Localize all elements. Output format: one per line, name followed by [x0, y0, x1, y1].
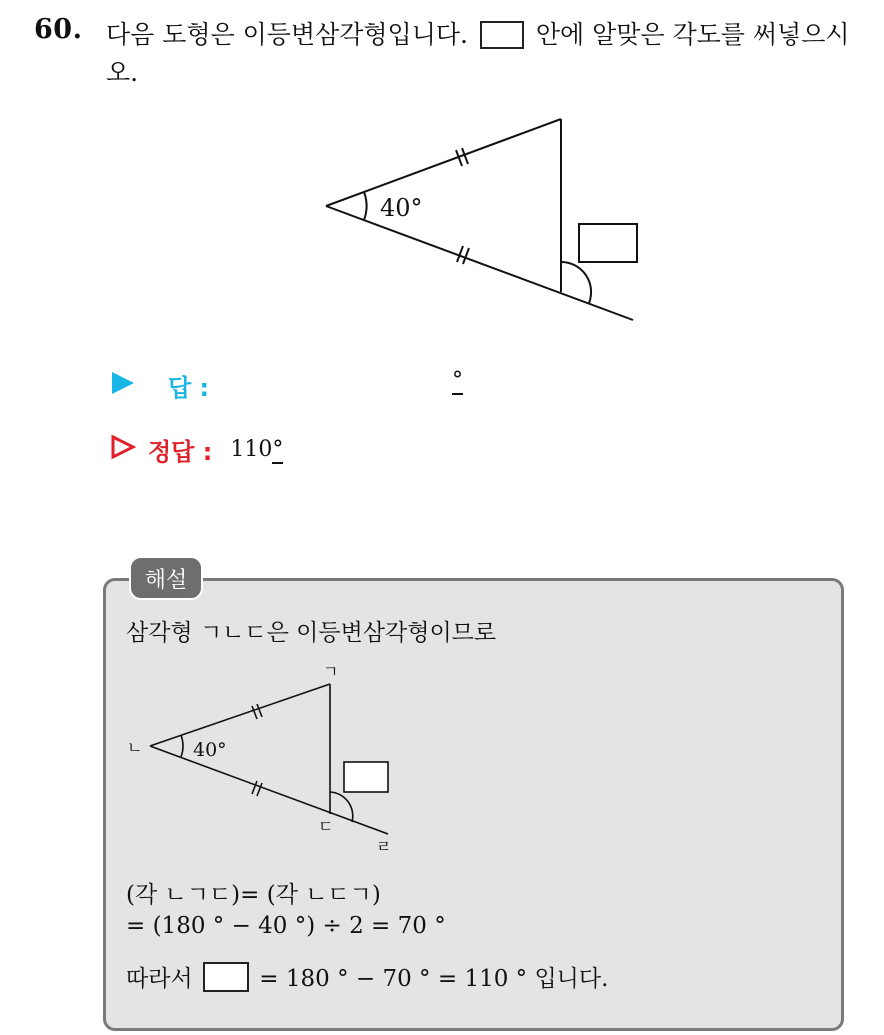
- tick-mark: [462, 148, 468, 164]
- explanation-line1: 삼각형 ㄱㄴㄷ은 이등변삼각형이므로: [126, 620, 497, 646]
- exterior-angle-arc: [561, 262, 591, 303]
- exp-angle-label: 40°: [193, 739, 227, 761]
- correct-label: 정답 :: [148, 438, 213, 466]
- answer-unit: °: [452, 368, 463, 393]
- answer-blank-box: [480, 21, 524, 49]
- exterior-angle-box: [579, 224, 637, 262]
- angle-arc-40: [364, 192, 367, 220]
- question-text-part1: 다음 도형은 이등변삼각형입니다.: [106, 20, 468, 49]
- explanation-line4-after: = 180 ° − 70 ° = 110 ° 입니다.: [259, 966, 609, 992]
- vertex-label-bottom: ㄷ: [318, 817, 334, 836]
- tick-mark: [457, 246, 463, 262]
- explanation-line2: (각 ㄴㄱㄷ)= (각 ㄴㄷㄱ): [126, 882, 381, 908]
- question-number: 60.: [34, 14, 83, 45]
- explanation-blank-box: [203, 962, 249, 992]
- outline-triangle-icon: [110, 434, 136, 466]
- vertex-label-left: ㄴ: [127, 738, 143, 757]
- answer-label: 답 :: [168, 374, 210, 402]
- vertex-label-ext: ㄹ: [376, 837, 392, 856]
- tick-mark: [456, 150, 462, 166]
- answer-row: [110, 368, 209, 403]
- vertex-label-top: ㄱ: [323, 662, 339, 681]
- correct-answer-row: [110, 432, 283, 467]
- explanation-line4: [126, 960, 608, 993]
- correct-value: 110°: [230, 437, 284, 462]
- explanation-line4-before: 따라서: [126, 966, 193, 992]
- triangle-side-top: [326, 119, 561, 206]
- play-triangle-icon: [110, 370, 136, 402]
- question-text: [106, 16, 866, 92]
- tick-mark: [463, 248, 469, 264]
- angle-label-40: 40°: [380, 194, 423, 222]
- explanation-line3: = (180 ° − 40 °) ÷ 2 = 70 °: [126, 913, 446, 939]
- question-text-part2: 안에 알맞은 각도를 써넣으시오.: [106, 20, 850, 87]
- explanation-tab: 해설: [129, 556, 203, 600]
- triangle-side-bottom-extended: [326, 206, 633, 320]
